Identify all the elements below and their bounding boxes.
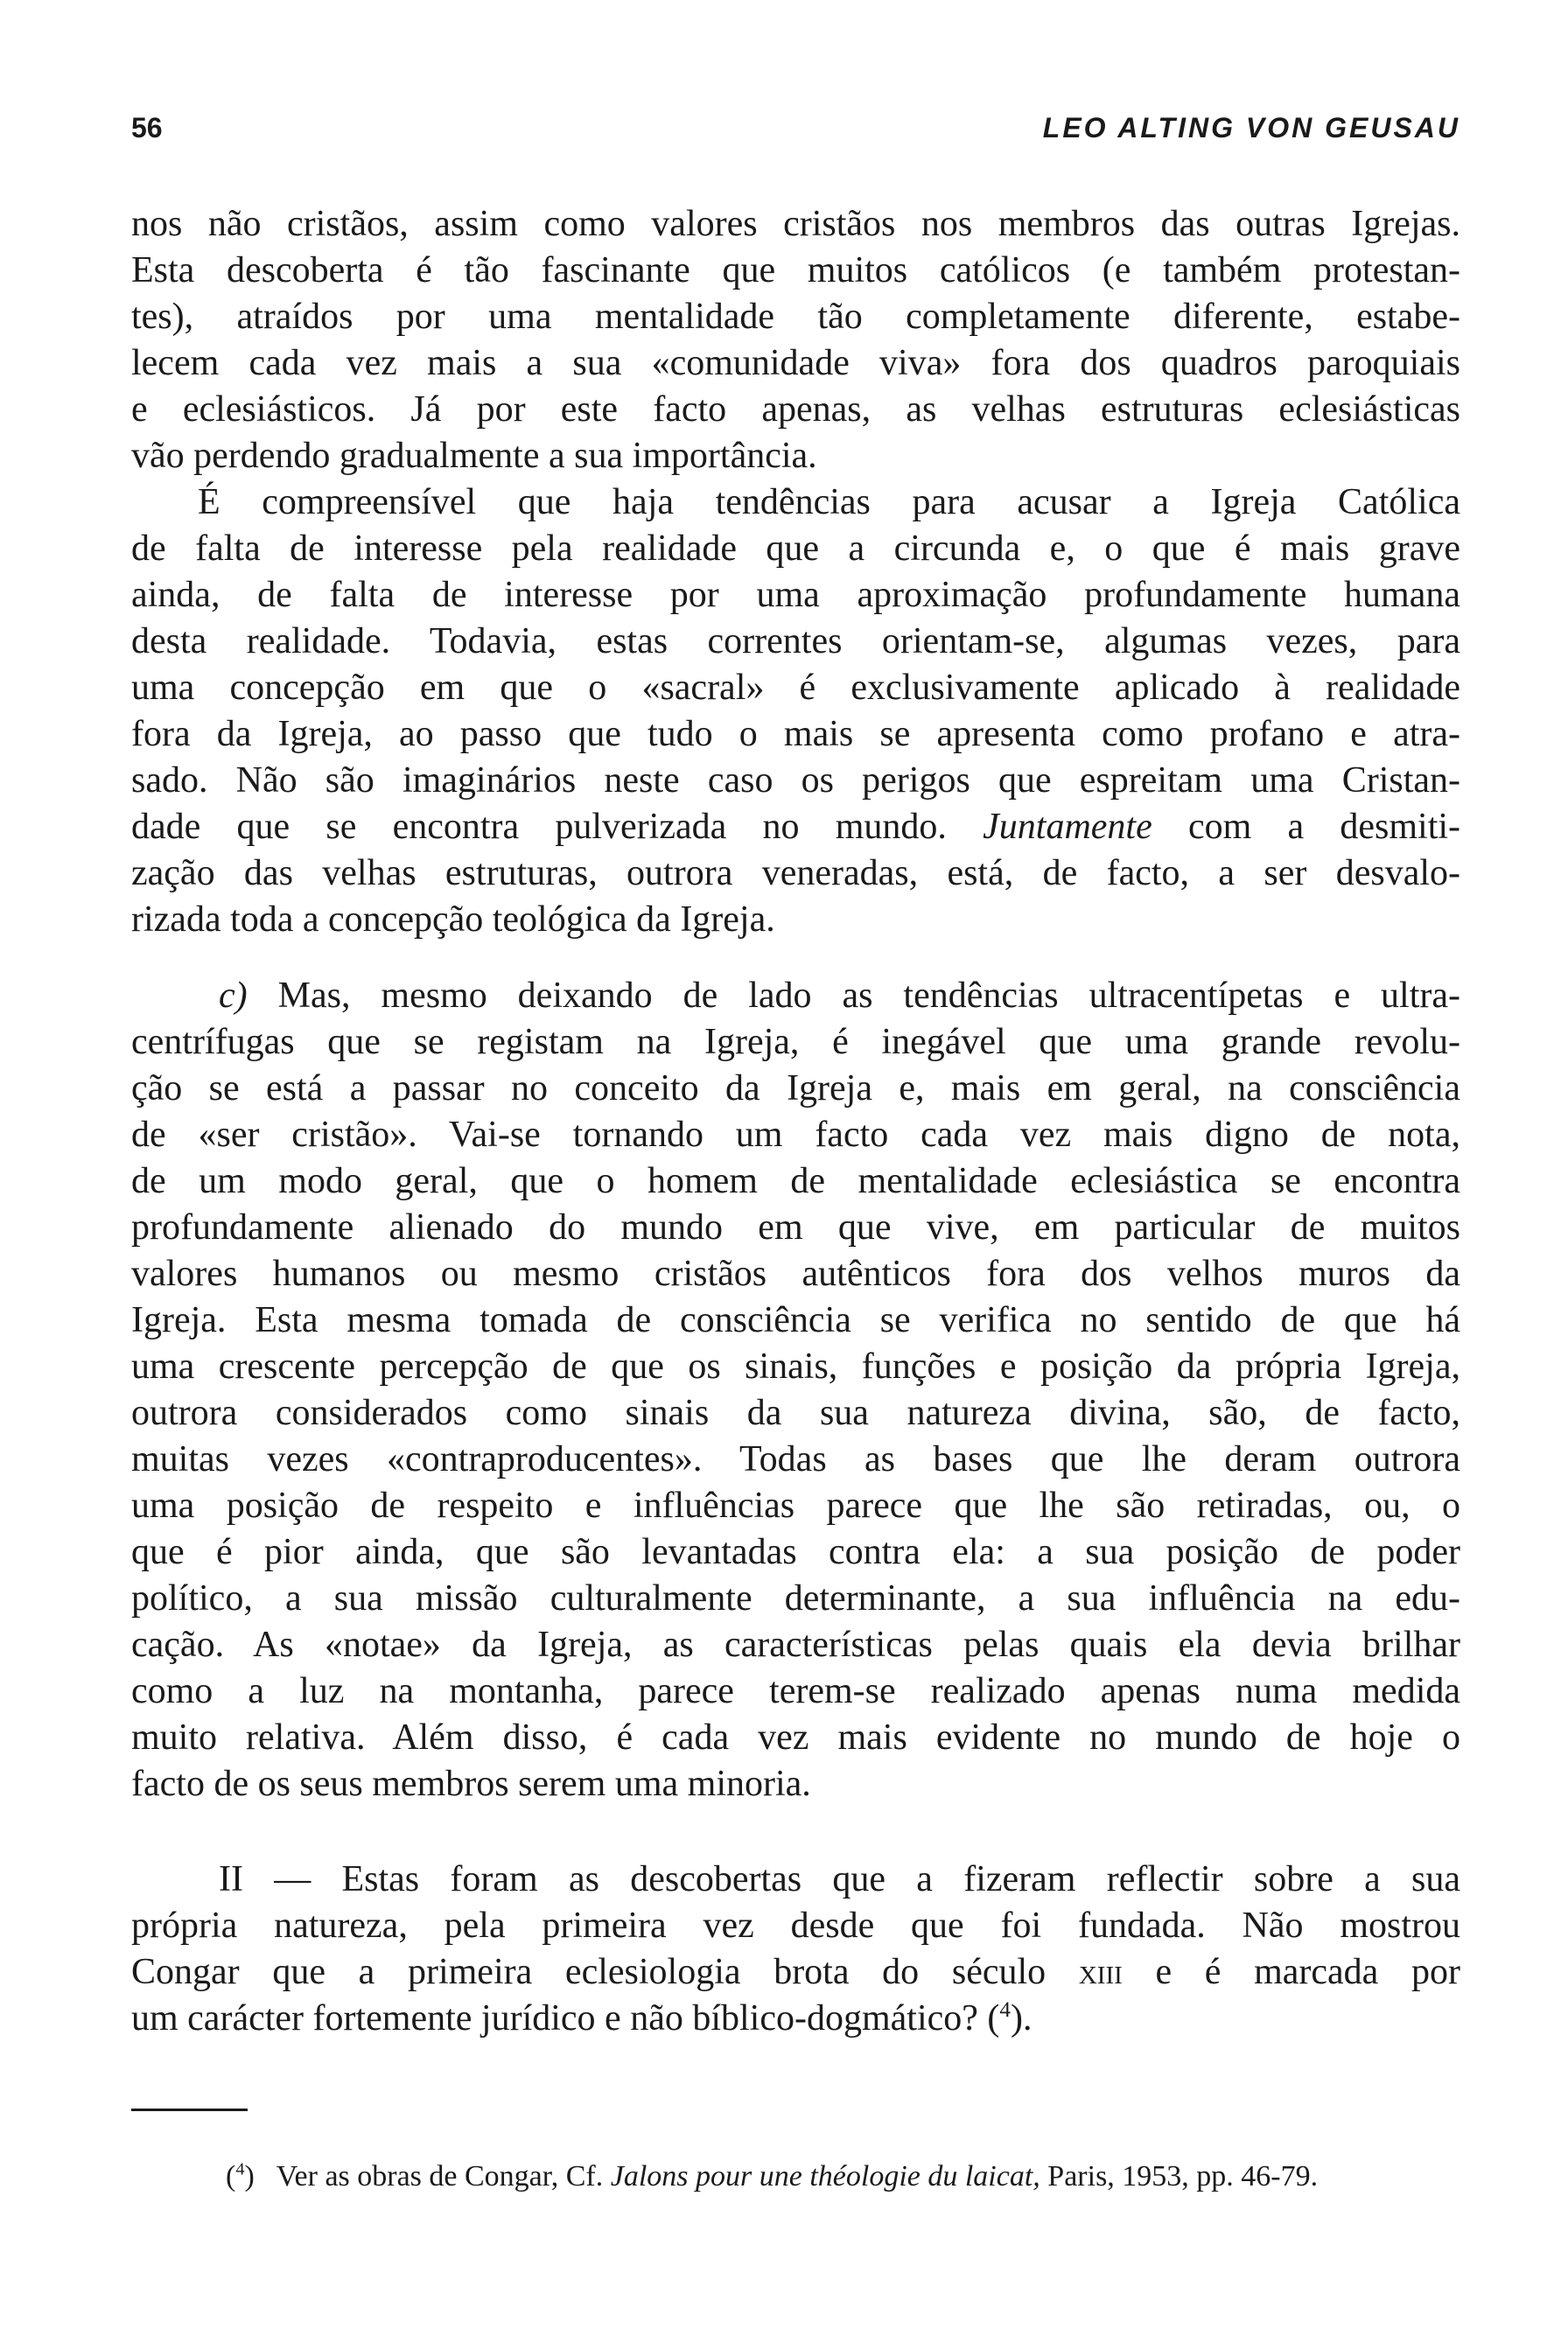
text-line: e eclesiásticos. Já por este facto apenas, as velhas estruturas eclesiásticas — [131, 389, 1460, 430]
text-line: É compreensível que haja tendências para acusar a Igreja Católica — [198, 482, 1460, 522]
section-marker: c) — [219, 976, 248, 1016]
text-line: centrífugas que se registam na Igreja, é inegável que uma grande revolu- — [131, 1022, 1460, 1062]
text-line: Esta descoberta é tão fascinante que muitos católicos (e também protestan- — [131, 250, 1460, 290]
text-segment: dade que se encontra pulverizada no mundo. — [131, 807, 947, 847]
text-line: facto de os seus membros serem uma minoria. — [131, 1764, 811, 1804]
text-line: Igreja. Esta mesma tomada de consciência se verifica no sentido de que há — [131, 1300, 1460, 1340]
text-line: sado. Não são imaginários neste caso os perigos que espreitam uma Cristan- — [131, 760, 1460, 801]
century-numeral: xiii — [1078, 1952, 1123, 1992]
footnote-paren-close: ) — [244, 2160, 255, 2193]
text-line: uma posição de respeito e influências parece que lhe são retiradas, ou, o — [131, 1486, 1460, 1526]
text-line: de um modo geral, que o homem de mentalidade eclesiástica se encontra — [131, 1161, 1460, 1201]
text-line: própria natureza, pela primeira vez desde que foi fundada. Não mostrou — [131, 1906, 1460, 1946]
text-line: profundamente alienado do mundo em que vive, em particular de muitos — [131, 1207, 1460, 1248]
text-line: nos não cristãos, assim como valores cristãos nos membros das outras Igrejas. — [131, 204, 1460, 244]
footnote-text: Paris, 1953, pp. 46-79. — [1047, 2160, 1319, 2193]
text-line: fora da Igreja, ao passo que tudo o mais se apresenta como profano e atra- — [131, 714, 1460, 754]
text-line: que é pior ainda, que são levantadas contra ela: a sua posição de poder — [131, 1532, 1460, 1572]
text-line: uma concepção em que o «sacral» é exclusivamente aplicado à realidade — [131, 668, 1460, 708]
text-line: vão perdendo gradualmente a sua importância. — [131, 436, 817, 476]
paragraph-block-1 — [131, 201, 1460, 943]
text-segment: e é marcada por — [1155, 1952, 1460, 1992]
text-line: de «ser cristão». Vai-se tornando um facto cada vez mais digno de nota, — [131, 1115, 1460, 1155]
text-line: político, a sua missão culturalmente determinante, a sua influência na edu- — [131, 1578, 1460, 1619]
paragraph-block-2 — [131, 973, 1460, 1808]
text-line — [131, 973, 1460, 1019]
text-line: ção se está a passar no conceito da Igreja e, mais em geral, na consciência — [131, 1068, 1460, 1109]
footnote — [226, 2159, 1318, 2194]
text-line: muito relativa. Além disso, é cada vez mais evidente no mundo de hoje o — [131, 1717, 1460, 1758]
footnote-text: Ver as obras de Congar, Cf. — [276, 2160, 604, 2193]
italic-word: Juntamente — [983, 807, 1152, 847]
text-line — [131, 1996, 1460, 2042]
footnote-divider — [131, 2109, 248, 2111]
running-head: LEO ALTING VON GEUSAU — [1042, 112, 1460, 143]
text-line — [131, 1949, 1460, 1996]
text-line: rizada toda a concepção teológica da Igreja. — [131, 899, 775, 940]
text-line: ainda, de falta de interesse por uma aproximação profundamente humana — [131, 575, 1460, 615]
text-line: uma crescente percepção de que os sinais, funções e posição da própria Igreja, — [131, 1346, 1460, 1387]
text-line — [131, 804, 1460, 850]
text-line: como a luz na montanha, parece terem-se realizado apenas numa medida — [131, 1671, 1460, 1711]
text-line: cação. As «notae» da Igreja, as características pelas quais ela devia brilhar — [131, 1625, 1460, 1665]
paragraph-block-3 — [131, 1857, 1460, 2042]
text-line: outrora considerados como sinais da sua natureza divina, são, de facto, — [131, 1393, 1460, 1433]
text-line: de falta de interesse pela realidade que a circunda e, o que é mais grave — [131, 528, 1460, 569]
text-line: II — Estas foram as descobertas que a fizeram reflectir sobre a sua — [219, 1859, 1460, 1899]
text-line: lecem cada vez mais a sua «comunidade viva» fora dos quadros paroquiais — [131, 343, 1460, 383]
page-header — [131, 112, 1460, 156]
text-segment: um carácter fortemente jurídico e não bíblico-dogmático? ( — [131, 1998, 1000, 2039]
footnote-number: 4 — [235, 2159, 245, 2179]
text-segment: Mas, mesmo deixando de lado as tendências ultracentípetas e ultra- — [277, 976, 1461, 1016]
text-line: desta realidade. Todavia, estas correntes orientam-se, algumas vezes, para — [131, 621, 1460, 661]
text-line: muitas vezes «contraproducentes». Todas as bases que lhe deram outrora — [131, 1439, 1460, 1479]
page-number: 56 — [131, 112, 163, 143]
text-segment: com a desmiti- — [1187, 807, 1461, 847]
text-segment: ). — [1011, 1998, 1032, 2039]
text-segment: Congar que a primeira eclesiologia brota do século — [131, 1952, 1046, 1992]
text-line: valores humanos ou mesmo cristãos autênticos fora dos velhos muros da — [131, 1254, 1460, 1294]
footnote-paren-open: ( — [226, 2160, 236, 2193]
footnote-ref: 4 — [999, 1998, 1011, 2022]
footnote-title: Jalons pour une théologie du laicat, — [610, 2160, 1040, 2193]
footnote-marker — [226, 2160, 255, 2193]
text-line: tes), atraídos por uma mentalidade tão completamente diferente, estabe- — [131, 297, 1460, 337]
text-line: zação das velhas estruturas, outrora veneradas, está, de facto, a ser desvalo- — [131, 853, 1460, 893]
